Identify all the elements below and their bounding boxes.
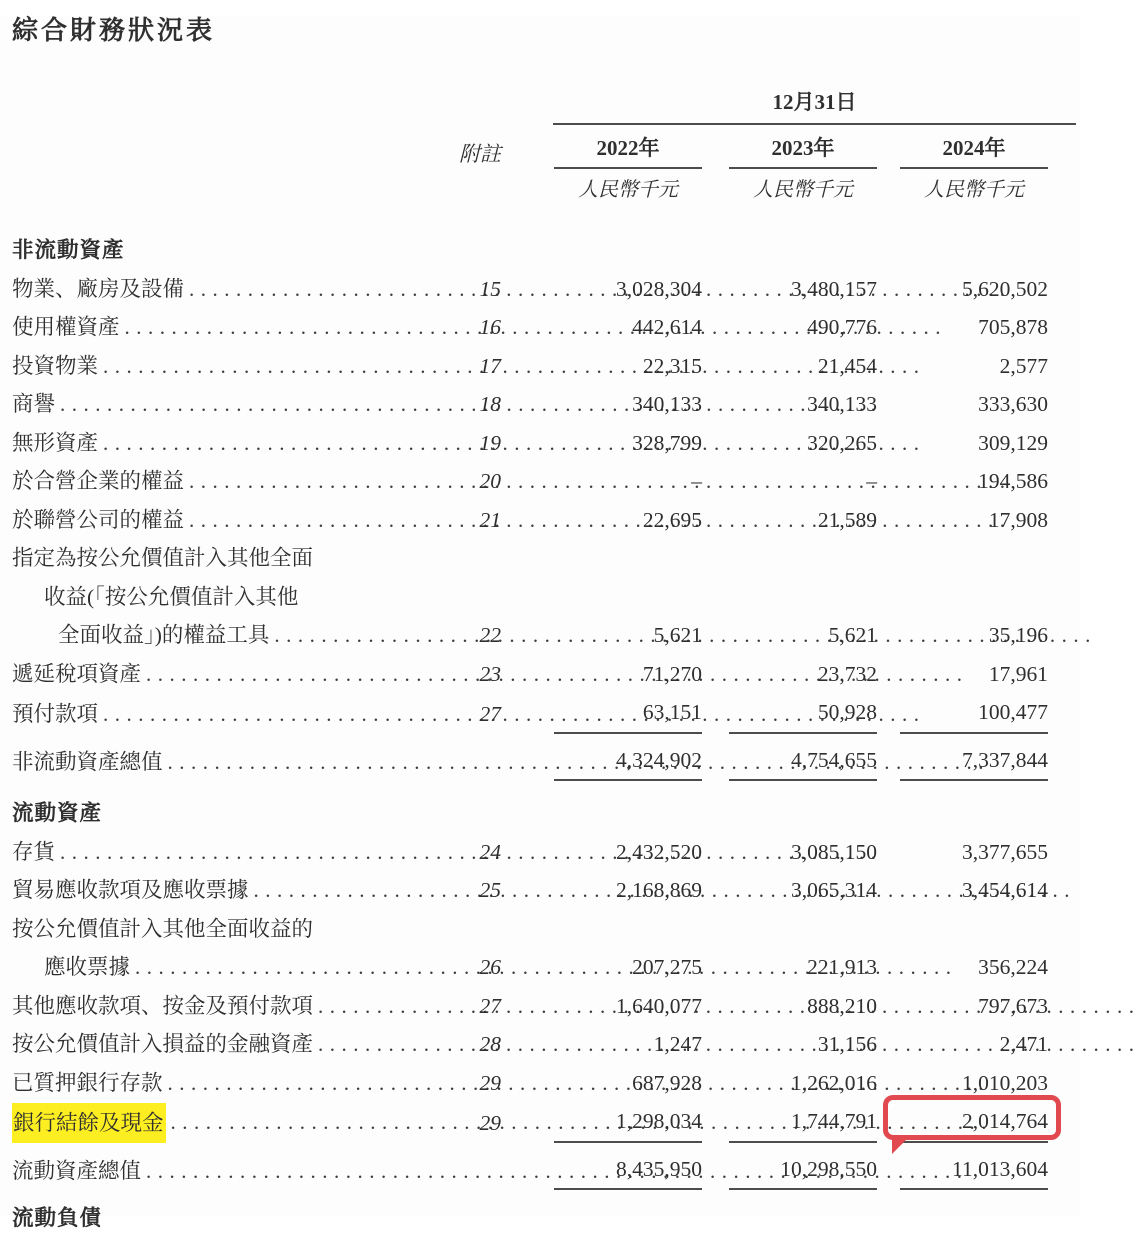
note-ref: 21 bbox=[479, 507, 501, 532]
note-ref: 20 bbox=[479, 469, 501, 493]
section-label: 流動負債 bbox=[12, 1206, 103, 1230]
row-label: 於聯營公司的權益 bbox=[12, 507, 185, 532]
annotation-box-tail bbox=[892, 1139, 907, 1154]
note-ref: 22 bbox=[479, 623, 501, 647]
note-ref: 24 bbox=[479, 839, 501, 864]
row-label-line: 指定為按公允價值計入其他全面 bbox=[12, 546, 314, 570]
value-2022: 2,432,520 bbox=[616, 839, 702, 864]
value-2022: 22,695 bbox=[642, 507, 702, 532]
value-2023: 340,133 bbox=[807, 392, 877, 416]
value-2023: 10,298,550 bbox=[729, 1150, 877, 1191]
note-ref: 16 bbox=[479, 315, 501, 339]
table-row bbox=[12, 462, 1048, 501]
unit-label: 人民幣千元 bbox=[753, 179, 853, 201]
value-2024: 17,961 bbox=[988, 661, 1048, 686]
row-label: 按公允價值計入損益的金融資產 bbox=[12, 1032, 314, 1056]
note-ref: 27 bbox=[479, 702, 501, 726]
value-2022: 2,168,869 bbox=[616, 878, 702, 902]
note-ref: 18 bbox=[479, 392, 501, 416]
row-label: 其他應收款項、按金及預付款項 bbox=[12, 993, 314, 1018]
row-label: 非流動資產總值 bbox=[12, 749, 163, 774]
table-row bbox=[12, 833, 1048, 872]
value-2024: 3,454,614 bbox=[962, 878, 1048, 902]
row-label: 使用權資產 bbox=[12, 315, 120, 339]
note-ref: 19 bbox=[479, 430, 501, 455]
section-label: 流動資產 bbox=[12, 801, 103, 825]
table-row bbox=[12, 501, 1048, 540]
table-row bbox=[12, 539, 1048, 655]
value-2023: 221,913 bbox=[807, 955, 877, 979]
value-2023: 490,776 bbox=[807, 315, 877, 339]
value-2023: 1,262,016 bbox=[791, 1070, 877, 1095]
section-header-current-assets bbox=[12, 794, 1048, 833]
table-row bbox=[12, 693, 1048, 734]
table-row bbox=[12, 987, 1048, 1026]
value-2023: 320,265 bbox=[807, 430, 877, 455]
value-2023: 23,732 bbox=[817, 661, 877, 686]
value-2023: 5,621 bbox=[828, 623, 877, 647]
table-row bbox=[12, 910, 1048, 987]
value-2022: 5,621 bbox=[653, 623, 702, 647]
value-2023: 3,085,150 bbox=[791, 839, 877, 864]
note-ref: 17 bbox=[479, 353, 501, 378]
note-ref: 23 bbox=[479, 661, 501, 686]
value-2022: 71,270 bbox=[642, 661, 702, 686]
table-row bbox=[12, 308, 1048, 347]
value-2022: 4,324,902 bbox=[554, 741, 702, 782]
value-2024: 333,630 bbox=[978, 392, 1048, 416]
row-label: 存貨 bbox=[12, 839, 56, 864]
table-body bbox=[0, 231, 1080, 1238]
value-2022: 340,133 bbox=[632, 392, 702, 416]
row-label: 於合營企業的權益 bbox=[12, 469, 185, 493]
value-2023: 3,480,157 bbox=[791, 276, 877, 301]
unit-label: 人民幣千元 bbox=[578, 179, 678, 201]
value-2024: 100,477 bbox=[900, 693, 1048, 734]
row-label: 貿易應收款項及應收票據 bbox=[12, 878, 249, 902]
value-2024: 3,377,655 bbox=[962, 839, 1048, 864]
table-row bbox=[12, 270, 1048, 309]
row-label-highlighted: 銀行結餘及現金 bbox=[12, 1103, 166, 1143]
page-title: 綜合財務狀況表 bbox=[12, 16, 216, 45]
table-row bbox=[12, 655, 1048, 694]
note-ref: 15 bbox=[479, 276, 501, 301]
table-header bbox=[0, 88, 1080, 205]
value-2022: 22,315 bbox=[642, 353, 702, 378]
table-row bbox=[12, 347, 1048, 386]
value-2024: 356,224 bbox=[978, 955, 1048, 979]
value-2022: 207,275 bbox=[632, 955, 702, 979]
row-label: 商譽 bbox=[12, 392, 56, 416]
financial-statement-page bbox=[0, 16, 1080, 1230]
value-2024: 1,010,203 bbox=[962, 1070, 1048, 1095]
value-2024: 2,014,764 bbox=[900, 1102, 1048, 1143]
year-header-2024: 2024年 bbox=[900, 133, 1048, 169]
table-row bbox=[12, 385, 1048, 424]
value-2022: 687,928 bbox=[632, 1070, 702, 1095]
section-label: 非流動資產 bbox=[12, 238, 125, 262]
unit-label: 人民幣千元 bbox=[924, 179, 1024, 201]
note-column-header: 附註 bbox=[459, 142, 501, 166]
year-header-2022: 2022年 bbox=[554, 133, 702, 169]
row-label: 預付款項 bbox=[12, 702, 99, 726]
row-label: 已質押銀行存款 bbox=[12, 1070, 163, 1095]
row-label: 物業、廠房及設備 bbox=[12, 276, 185, 301]
row-label-line: 按公允價值計入其他全面收益的 bbox=[12, 916, 314, 941]
value-2023: 50,928 bbox=[729, 693, 877, 734]
value-2024: 11,013,604 bbox=[900, 1150, 1048, 1191]
value-2024: 7,337,844 bbox=[900, 741, 1048, 782]
value-2022: 3,028,304 bbox=[616, 276, 702, 301]
value-2024: 797,673 bbox=[978, 993, 1048, 1018]
row-label-line: 應收票據 bbox=[44, 955, 131, 979]
value-2023: 888,210 bbox=[807, 993, 877, 1018]
value-2024: 2,471 bbox=[999, 1032, 1048, 1056]
date-header: 12月31日 bbox=[553, 88, 1076, 125]
table-row bbox=[12, 871, 1048, 910]
row-label: 投資物業 bbox=[12, 353, 99, 378]
note-ref: 28 bbox=[479, 1032, 501, 1056]
row-label: 遞延稅項資產 bbox=[12, 661, 142, 686]
value-2024: 194,586 bbox=[978, 469, 1048, 493]
table-row-bank-balances bbox=[12, 1102, 1048, 1143]
value-2022: 1,298,034 bbox=[554, 1102, 702, 1143]
total-row-non-current-assets bbox=[12, 741, 1048, 782]
table-row bbox=[12, 1064, 1048, 1103]
year-header-2023: 2023年 bbox=[729, 133, 877, 169]
value-2024: 35,196 bbox=[988, 623, 1048, 647]
table-row bbox=[12, 1025, 1048, 1064]
section-header-cutoff bbox=[12, 1199, 1048, 1238]
row-label: 無形資產 bbox=[12, 430, 99, 455]
value-2023: – bbox=[866, 469, 877, 493]
note-ref: 27 bbox=[479, 993, 501, 1018]
row-label: 流動資產總值 bbox=[12, 1158, 142, 1183]
value-2022: – bbox=[691, 469, 702, 493]
value-2022: 63,151 bbox=[554, 693, 702, 734]
value-2023: 21,454 bbox=[817, 353, 877, 378]
value-2023: 3,065,314 bbox=[791, 878, 877, 902]
section-header-non-current-assets bbox=[12, 231, 1048, 270]
value-2022: 442,614 bbox=[632, 315, 702, 339]
row-label-line: 全面收益」)的權益工具 bbox=[58, 623, 270, 647]
value-2024: 5,620,502 bbox=[962, 276, 1048, 301]
value-2022: 8,435,950 bbox=[554, 1150, 702, 1191]
value-2023: 31,156 bbox=[817, 1032, 877, 1056]
value-2023: 4,754,655 bbox=[729, 741, 877, 782]
value-2022: 1,640,077 bbox=[616, 993, 702, 1018]
note-ref: 25 bbox=[479, 878, 501, 902]
value-2023: 1,744,791 bbox=[729, 1102, 877, 1143]
value-2024: 2,577 bbox=[999, 353, 1048, 378]
total-row-current-assets bbox=[12, 1150, 1048, 1191]
note-ref: 26 bbox=[479, 955, 501, 979]
value-2023: 21,589 bbox=[817, 507, 877, 532]
value-2024: 309,129 bbox=[978, 430, 1048, 455]
value-2022: 1,247 bbox=[653, 1032, 702, 1056]
row-label-line: 收益(「按公允價值計入其他 bbox=[44, 584, 299, 609]
value-2024: 17,908 bbox=[988, 507, 1048, 532]
value-2022: 328,799 bbox=[632, 430, 702, 455]
note-ref: 29 bbox=[479, 1111, 501, 1135]
table-row bbox=[12, 424, 1048, 463]
value-2024: 705,878 bbox=[978, 315, 1048, 339]
note-ref: 29 bbox=[479, 1070, 501, 1095]
